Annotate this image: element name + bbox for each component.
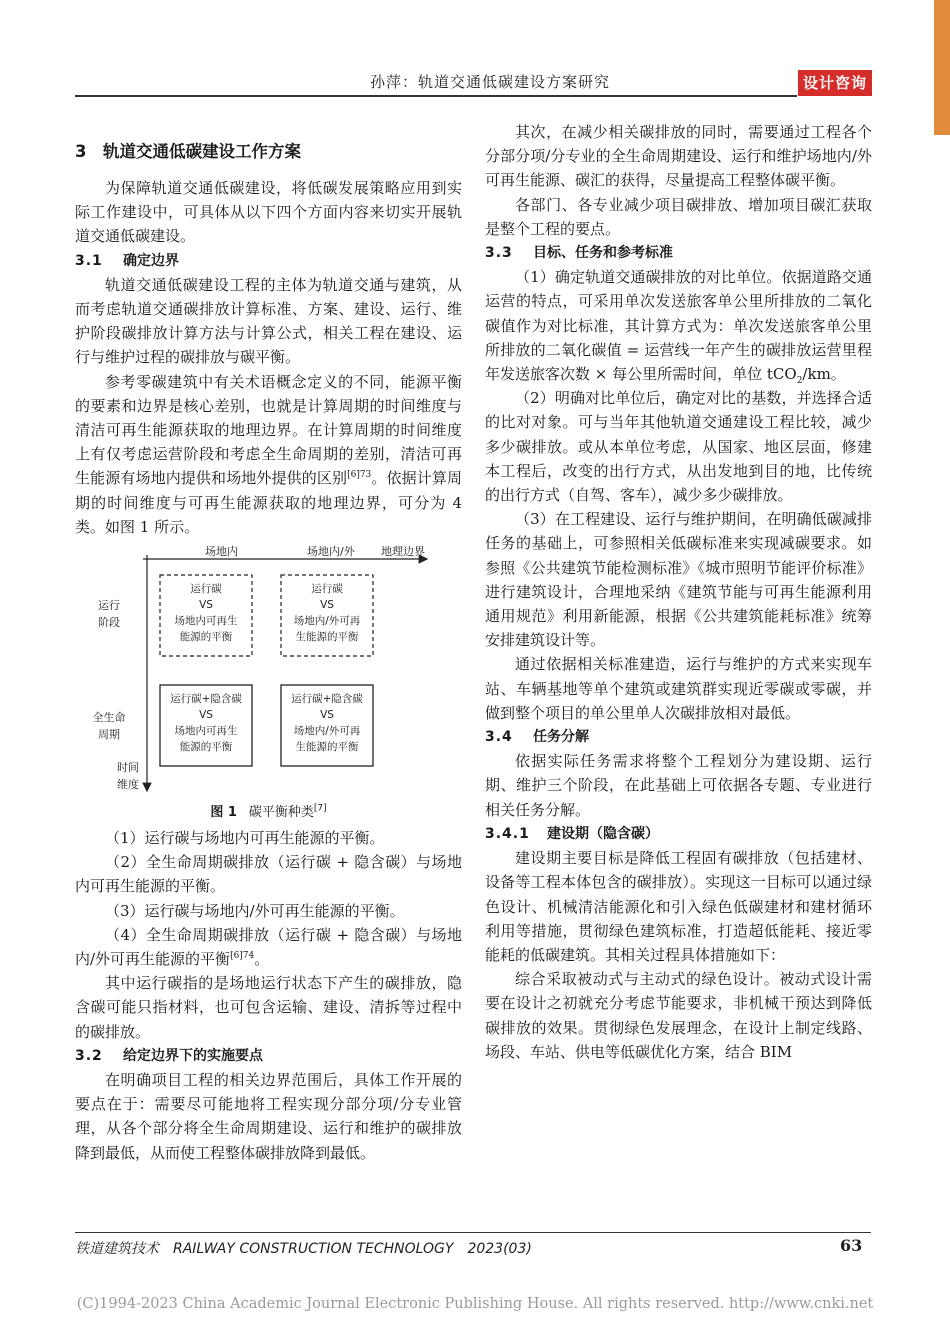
column-label-onsite: 场地内 <box>205 545 238 559</box>
paragraph: 依据实际任务需求将整个工程划分为建设期、运行期、维护三个阶段，在此基础上可依据各专题、专业进行相关任务分解。 <box>485 752 872 819</box>
box-text: VS <box>320 599 334 612</box>
subsection-heading-3-2 <box>75 1044 462 1068</box>
box-text: 场地内可再生 <box>174 615 238 628</box>
box-text: 场地内/外可再 <box>293 615 361 628</box>
text-span: 。依据计算周期的时间维度与可再生能源获取的地理边界，可分为 4 类。如图 1 所示。 <box>75 469 462 536</box>
citation: [6]73 <box>347 470 372 481</box>
row-label-operation: 运行 <box>98 599 120 613</box>
subsection-heading-3-1 <box>75 249 462 273</box>
box-text: 能源的平衡 <box>179 631 233 644</box>
box-text: 运行碳+隐含碳 <box>291 693 363 706</box>
paragraph: 其中运行碳指的是场地运行状态下产生的碳排放，隐含碳可能只指材料，也可包含运输、建设、清拆等过程中的碳排放。 <box>75 974 462 1041</box>
figure-caption <box>75 801 462 820</box>
heading-title: 建设期（隐含碳） <box>547 825 659 842</box>
paragraph: 各部门、各专业减少项目碳排放、增加项目碳汇获取是整个工程的要点。 <box>485 195 872 238</box>
heading-title: 确定边界 <box>123 252 179 269</box>
box-text: 场地内/外可再 <box>293 725 361 738</box>
paragraph: 轨道交通低碳建设工程的主体为轨道交通与建筑，从而考虑轨道交通碳排放计算标准、方案、建设、运行、维护阶段碳排放计算方法与计算公式，相关工程在建设、运行与维护过程的碳排放与碳平衡。 <box>75 275 462 367</box>
heading-number: 3.1 <box>75 252 103 269</box>
row-label-lifecycle: 全生命 <box>92 711 126 725</box>
box-text: 生能源的平衡 <box>295 631 359 644</box>
running-title: 孙萍：轨道交通低碳建设方案研究 <box>369 73 610 91</box>
box-text: VS <box>199 709 213 722</box>
paragraph <box>485 265 872 386</box>
text-span: 参考零碳建筑中有关术语概念定义的不同，能源平衡的要素和边界是核心差别，也就是计算周期的时间维度与清洁可再生能源获取的地理边界。在计算周期的时间维度上有仅考虑运营阶段和考虑全生命周期的差别，清洁可再生能源有场地内提供和场地外提供的区别 <box>75 372 462 488</box>
paragraph: 综合采取被动式与主动式的绿色设计。被动式设计需要在设计之初就充分考虑节能要求，非机械干预达到降低碳排放的效果。贯彻绿色发展理念，在设计上制定线路、场段、车站、供电等低碳优化方案，结合 BIM <box>485 970 872 1061</box>
subscript: 2 <box>796 376 803 387</box>
citation: [7] <box>313 803 327 814</box>
box-text: 生能源的平衡 <box>295 741 359 754</box>
text-span: （1）确定轨道交通碳排放的对比单位。依据道路交通运营的特点，可采用单次发送旅客单公里所排放的二氧化碳值作为对比标准，其计算方式为：单次发送旅客单公里所排放的二氧化碳值 = 运营线一年产生的碳排放运营里程年发送旅客次数 × 每公里所需时间，单位 tCO <box>485 268 872 384</box>
subsection-heading-3-3 <box>485 241 872 265</box>
box-text: VS <box>320 709 334 722</box>
figure-1 <box>75 545 462 801</box>
citation: [6]74 <box>230 951 255 962</box>
heading-number: 3.2 <box>75 1047 103 1064</box>
y-axis-label: 维度 <box>117 778 139 792</box>
subsection-heading-3-4 <box>485 725 872 749</box>
heading-title: 给定边界下的实施要点 <box>123 1047 263 1064</box>
edge-color-bar <box>934 0 950 135</box>
paragraph: 建设期主要目标是降低工程固有碳排放（包括建材、设备等工程本体包含的碳排放）。实现这一目标可以通过绿色设计、机械清洁能源化和引入绿色低碳建材和建材循环利用等措施，贯彻绿色建筑标准，打造超低能耗、接近零能耗的低碳建筑。其相关过程具体措施如下： <box>485 849 872 964</box>
text-span: /km。 <box>802 365 846 384</box>
heading-title: 任务分解 <box>533 729 589 746</box>
box-text: VS <box>199 599 213 612</box>
y-axis-label: 时间 <box>117 761 139 775</box>
box-text: 运行碳 <box>190 583 222 596</box>
copyright-line: (C)1994-2023 China Academic Journal Electronic Publishing House. All rights reserved. http://www.cnki.net <box>76 1296 874 1312</box>
page-number: 63 <box>840 1236 863 1255</box>
list-item: （3）运行碳与场地内/外可再生能源的平衡。 <box>105 901 405 920</box>
paragraph: 通过依据相关标准建造，运行与维护的方式来实现车站、车辆基地等单个建筑或建筑群实现近零碳或零碳，并做到整个项目的单公里单人次碳排放相对最低。 <box>485 655 872 722</box>
box-text: 能源的平衡 <box>179 741 233 754</box>
box-text: 运行碳+隐含碳 <box>170 693 242 706</box>
paragraph: （2）明确对比单位后，确定对比的基数，并选择合适的比对对象。可与当年其他轨道交通建设工程比较，减少多少碳排放。或从本单位考虑，从国家、地区层面，修建本工程后，改变的出行方式，从出发地到目的地，比传统的出行方式（自驾、客车），减少多少碳排放。 <box>485 389 872 505</box>
footer-rule <box>75 1232 871 1233</box>
paragraph <box>75 370 462 539</box>
box-text: 运行碳 <box>311 583 343 596</box>
x-axis-label: 地理边界 <box>381 545 425 559</box>
heading-title: 目标、任务和参考标准 <box>533 245 673 262</box>
heading-number: 3.3 <box>485 245 513 262</box>
figure-title: 碳平衡种类 <box>248 805 314 821</box>
header-rule <box>75 95 797 97</box>
section-3-heading: 3 轨道交通低碳建设工作方案 <box>75 142 301 161</box>
list-item <box>75 923 462 971</box>
paragraph: 在明确项目工程的相关边界范围后，具体工作开展的要点在于：需要尽可能地将工程实现分部分项/分专业管理，从各个部分将全生命周期建设、运行和维护的碳排放降到最低，从而使工程整体碳排放降到最低。 <box>75 1071 462 1162</box>
subsection-heading-3-4-1 <box>485 822 872 846</box>
box-text: 场地内可再生 <box>174 725 238 738</box>
right-column <box>485 120 872 1064</box>
paragraph: 其次，在减少相关碳排放的同时，需要通过工程各个分部分项/分专业的全生命周期建设、运行和维护场地内/外可再生能源、碳汇的获得，尽量提高工程整体碳平衡。 <box>485 123 872 190</box>
journal-name: 铁道建筑技术 RAILWAY CONSTRUCTION TECHNOLOGY 2023(03) <box>75 1241 532 1257</box>
row-label-lifecycle: 周期 <box>98 728 120 742</box>
paragraph: （3）在工程建设、运行与维护期间，在明确低碳减排任务的基础上，可参照相关低碳标准来实现减碳要求。如参照《公共建筑节能检测标准》《城市照明节能评价标准》进行建筑设计，合理地采纳《建筑节能与可再生能源利用通用规范》利用新能源，根据《公共建筑能耗标准》统筹安排建筑设计等。 <box>485 510 872 650</box>
heading-number: 3.4 <box>485 729 513 746</box>
paragraph: 为保障轨道交通低碳建设，将低碳发展策略应用到实际工作建设中，可具体从以下四个方面内容来切实开展轨道交通低碳建设。 <box>75 179 462 246</box>
carbon-balance-diagram <box>75 545 462 801</box>
text-span: 。 <box>254 950 270 969</box>
column-label-offsite: 场地内/外 <box>307 545 355 559</box>
left-column <box>75 120 462 1165</box>
figure-number: 图 1 <box>210 805 237 821</box>
text-span: （4）全生命周期碳排放（运行碳 + 隐含碳）与场地内/外可再生能源的平衡 <box>75 925 462 969</box>
list-item: （1）运行碳与场地内可再生能源的平衡。 <box>105 829 385 848</box>
list-item: （2）全生命周期碳排放（运行碳 + 隐含碳）与场地内可再生能源的平衡。 <box>75 853 462 896</box>
row-label-operation: 阶段 <box>98 616 120 630</box>
section-tag: 设计咨询 <box>798 70 872 96</box>
heading-number: 3.4.1 <box>485 825 530 842</box>
